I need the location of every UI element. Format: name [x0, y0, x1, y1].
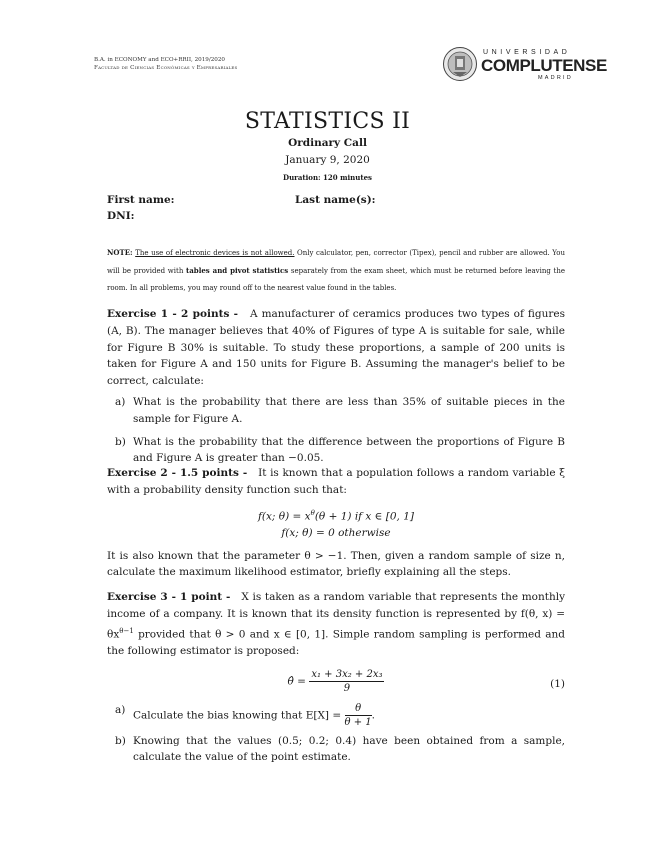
ex1-a-label: a) [115, 395, 126, 408]
ex2-body: It is known that a population follows a random variable ξ with a probability density function such that: [107, 467, 566, 496]
eq1-lhs: f(x; θ) = x [258, 510, 311, 523]
ex3-body-exp: θ−1 [119, 626, 134, 635]
exam-title: STATISTICS II [244, 109, 411, 134]
dni-field: DNI: [107, 210, 135, 222]
ex1-b-text: What is the probability that the difference between the proportions of Figure B and Figure A is greater than −0.05. [133, 435, 565, 465]
ex2-equation-1 [107, 505, 565, 525]
ex2-body-block [107, 465, 565, 499]
exam-duration: Duration: 120 minutes [283, 173, 372, 182]
logo-bottom-text: MADRID [538, 75, 573, 81]
logo-main-text: COMPLUTENSE [481, 56, 607, 75]
estimator-denominator: 9 [343, 682, 351, 694]
faculty-line: Facultad de Ciencias Económicas y Empresariales [94, 65, 238, 71]
first-name-field: First name: [107, 194, 175, 206]
ex3-body-2: provided that θ > 0 and x ∈ [0, 1]. Simple random sampling is performed and the following estimator is proposed: [107, 628, 565, 657]
ex1-b-label: b) [115, 435, 126, 448]
ex3-a-num: θ [345, 702, 372, 716]
ex3-item-b [107, 733, 565, 767]
note-text-2: separately from the exam sheet, which must be returned before leaving the room. In all problems, you may round off to the nearest value found in the tables. [107, 267, 565, 292]
note-text-1: Only calculator, pen, corrector (Tipex), pencil and rubber are allowed. You will be provided with [107, 249, 565, 275]
ex3-body-1: X is taken as a random variable that represents the monthly income of a company. It is known that its density function is represented by f(θ, x) = θx [107, 591, 566, 641]
ex1-item-b [107, 434, 565, 468]
ex3-body-block [107, 589, 565, 660]
header-left [94, 56, 237, 72]
ex1-heading: Exercise 1 - 2 points - [107, 308, 239, 320]
ex3-b-label: b) [115, 734, 126, 747]
exercise-3 [107, 589, 565, 772]
exercise-1 [107, 306, 565, 473]
ex3-b-text: Knowing that the values (0.5; 0.2; 0.4) have been obtained from a sample, calculate the value of the point estimate. [133, 734, 565, 764]
exam-call: Ordinary Call [288, 137, 367, 149]
ex3-a-fraction [345, 702, 372, 729]
ex1-body: A manufacturer of ceramics produces two types of figures (A, B). The manager believes that 40% of Figures of type A is suitable for sale, while for Figure B 30% is suitable. To study these proportions, a sample of 200 units is taken for Figure A and 150 units for Figure B. Assuming the manager's belief to be correct, calculate: [107, 308, 565, 388]
university-logo [443, 44, 607, 84]
ex3-a-end: . [371, 709, 375, 722]
eq1-exp: θ [310, 508, 315, 517]
ex3-heading: Exercise 3 - 1 point - [107, 591, 231, 603]
note-bold: tables and pivot statistics [186, 266, 289, 275]
ex1-a-text: What is the probability that there are less than 35% of suitable pieces in the sample for Figure A. [133, 395, 565, 425]
ex3-item-a [107, 702, 565, 729]
ex3-items [107, 702, 565, 767]
ex3-a-den: θ + 1 [344, 716, 372, 728]
estimator-numerator: x₁ + 3x₂ + 2x₃ [311, 668, 383, 680]
ex2-after: It is also known that the parameter θ > −1. Then, given a random sample of size n, calculate the maximum likelihood estimator, briefly explaining all the steps. [107, 549, 565, 579]
estimator-lhs: θ̂ = [287, 675, 306, 688]
ex3-a-label: a) [115, 703, 126, 716]
estimator-fraction [309, 668, 384, 695]
exam-date: January 9, 2020 [285, 154, 370, 166]
ex2-heading: Exercise 2 - 1.5 points - [107, 467, 248, 479]
note-label: NOTE: [107, 248, 133, 257]
note-underlined: The use of electronic devices is not allowed. [135, 249, 295, 257]
ex3-a-text: Calculate the bias knowing that E[X] = [133, 709, 342, 722]
last-name-field: Last name(s): [295, 194, 376, 206]
exercise-2 [107, 465, 565, 581]
crest-icon [443, 45, 477, 83]
ex1-items [107, 394, 565, 467]
ex1-item-a [107, 394, 565, 428]
exam-note [107, 244, 565, 297]
ex1-body-block [107, 306, 565, 390]
equation-number: (1) [550, 677, 565, 690]
logo-top-text: UNIVERSIDAD [483, 49, 571, 56]
eq1-rhs: (θ + 1) if x ∈ [0, 1] [314, 510, 414, 523]
ex3-estimator [107, 668, 565, 700]
program-line: B.A. in ECONOMY and ECO+RRII, 2019/2020 [94, 57, 225, 63]
ex2-equation-2: f(x; θ) = 0 otherwise [281, 526, 391, 539]
